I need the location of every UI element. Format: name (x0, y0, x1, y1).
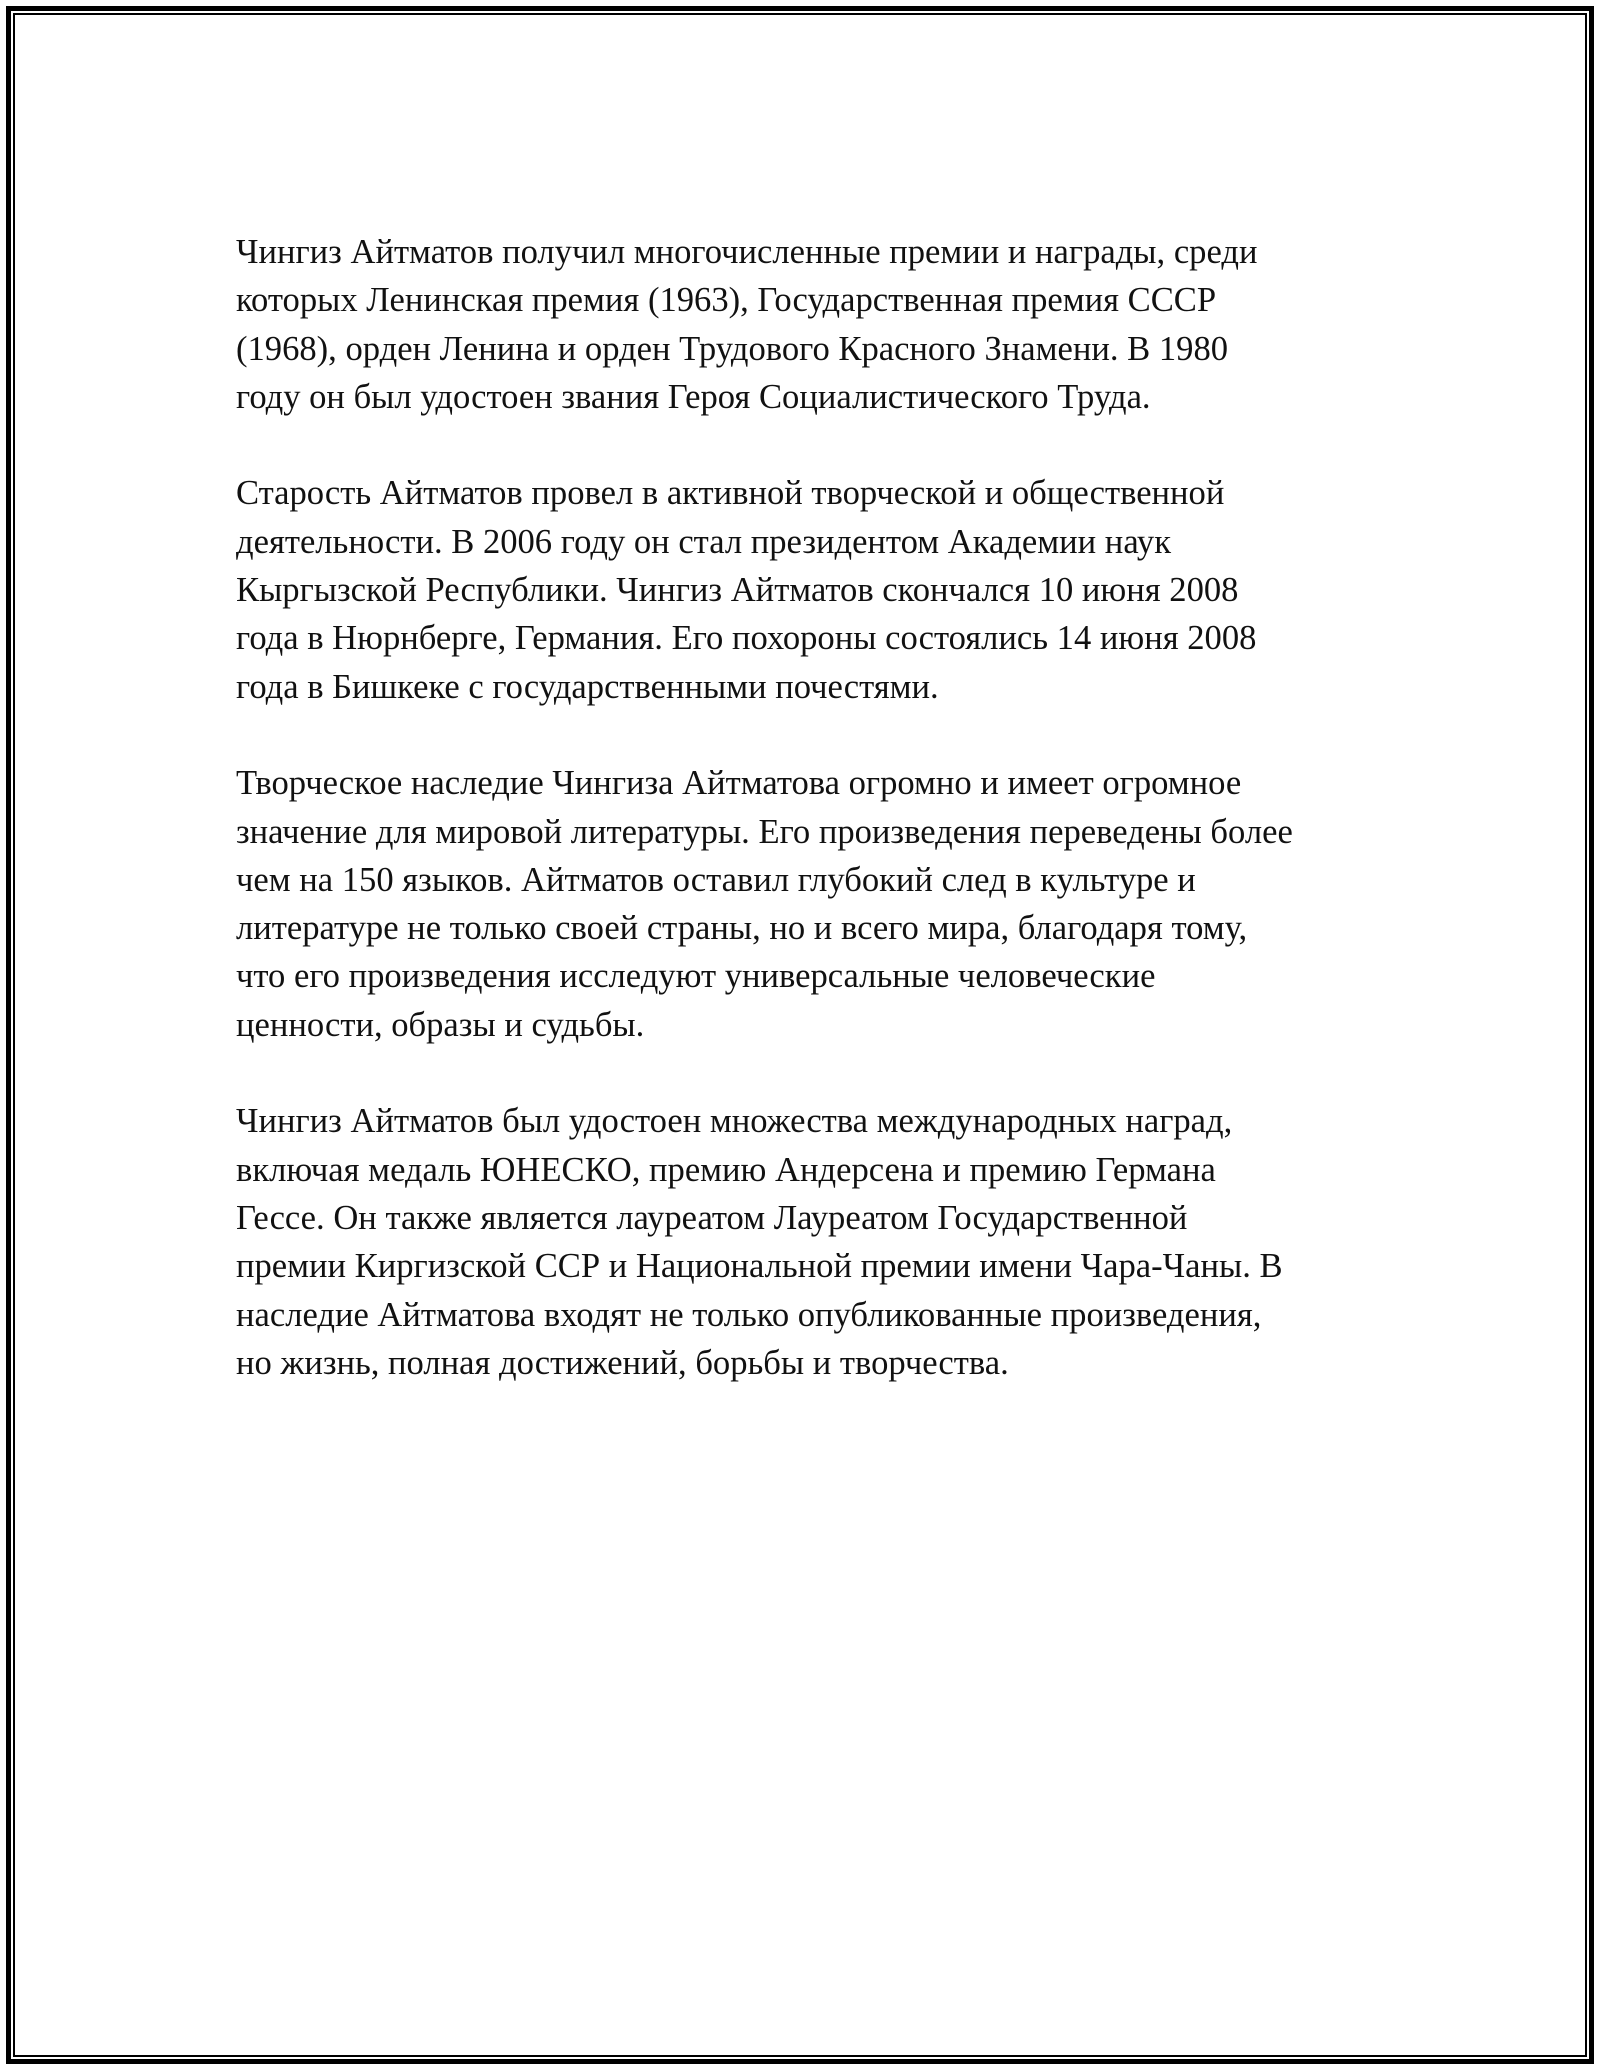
text-line: Чингиз Айтматов получил многочисленные премии и награды, среди (236, 233, 1258, 271)
text-line: Чингиз Айтматов был удостоен множества международных наград, (236, 1102, 1233, 1141)
text-line: но жизнь, полная достижений, борьбы и творчества. (236, 1343, 1009, 1382)
text-line: литературе не только своей страны, но и всего мира, благодаря тому, (236, 909, 1248, 948)
text-line: наследие Айтматова входят не только опубликованные произведения, (236, 1295, 1262, 1334)
document-body (236, 228, 1376, 1435)
text-line: года в Нюрнберге, Германия. Его похороны состоялись 14 июня 2008 (236, 619, 1257, 658)
text-line: чем на 150 языков. Айтматов оставил глубокий след в культуре и (236, 860, 1196, 899)
paragraph-later-life (236, 469, 1376, 710)
text-line: Творческое наследие Чингиза Айтматова огромно и имеет огромное (236, 764, 1242, 803)
text-line: деятельности. В 2006 году он стал президентом Академии наук (236, 522, 1171, 561)
text-line: Гессе. Он также является лауреатом Лауреатом Государственной (236, 1198, 1188, 1237)
text-line: года в Бишкеке с государственными почестями. (236, 667, 939, 706)
paragraph-awards (236, 228, 1376, 421)
paragraph-legacy (236, 759, 1376, 1049)
text-line: премии Киргизской ССР и Национальной премии имени Чара-Чаны. В (236, 1247, 1283, 1286)
text-line: ценности, образы и судьбы. (236, 1005, 645, 1044)
text-line: что его произведения исследуют универсальные человеческие (236, 957, 1156, 996)
text-line: году он был удостоен звания Героя Социалистического Труда. (236, 377, 1151, 416)
text-line: Старость Айтматов провел в активной творческой и общественной (236, 474, 1225, 513)
text-line: Кыргызской Республики. Чингиз Айтматов скончался 10 июня 2008 (236, 571, 1239, 610)
paragraph-international-awards (236, 1097, 1376, 1387)
text-line: включая медаль ЮНЕСКО, премию Андерсена и премию Германа (236, 1150, 1216, 1189)
text-line: которых Ленинская премия (1963), Государственная премия СССР (236, 281, 1217, 320)
text-line: (1968), орден Ленина и орден Трудового Красного Знамени. В 1980 (236, 329, 1229, 368)
text-line: значение для мировой литературы. Его произведения переведены более (236, 812, 1293, 851)
